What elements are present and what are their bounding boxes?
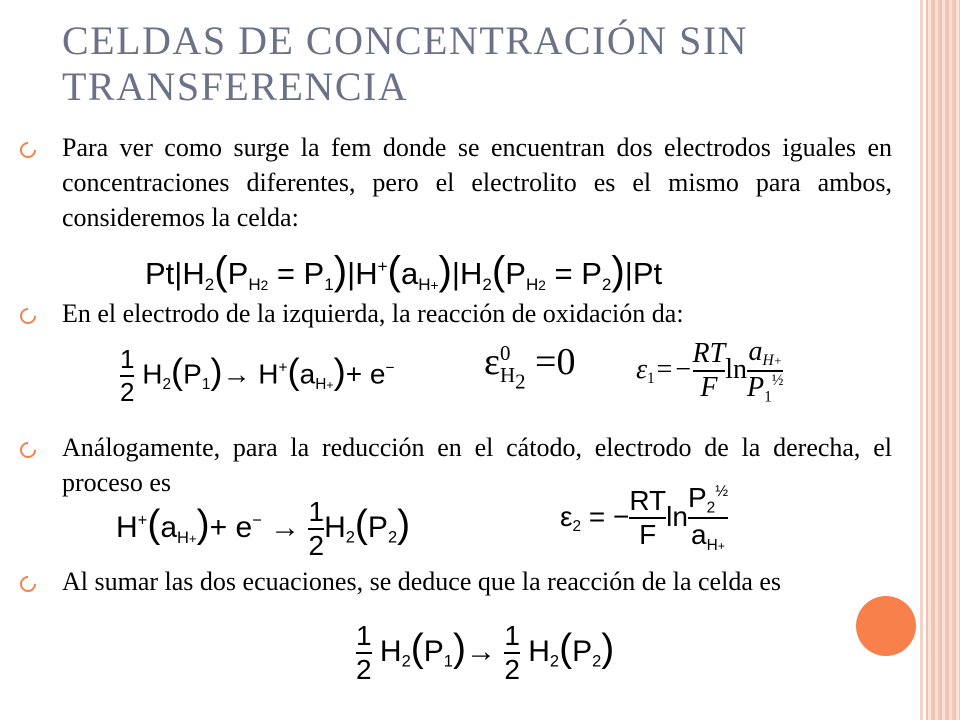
equation-overall: $\frac{1}{2}$ $H_2(P_1)\to$ $\frac{1}{2}$ $H_2(P_2)$ xyxy=(356,620,615,685)
equation-reduction: $H^+(a_{H+})+ e^-$ → $\frac{1}{2}$ $H_2(P_2)$ xyxy=(116,496,411,561)
bullet-icon xyxy=(17,305,40,328)
bullet-icon xyxy=(17,573,40,596)
equation-cell-notation: $Pt|H_2(P_{H2} = P_1)|H^+(a_{H+})|H_2(P_{H2} = P_2)|Pt$ xyxy=(145,248,663,294)
equation-oxidation: $\frac{1}{2}$ $H_2(P_1)\to H^+(a_{H+})+ e^-$ xyxy=(120,344,395,407)
bullet-text-4: Al sumar las dos ecuaciones, se deduce que la reacción de la celda es xyxy=(62,567,782,596)
bullet-icon xyxy=(17,139,40,162)
equation-standard-potential: ε 0 H $_2$ =0 xyxy=(484,341,576,394)
equation-epsilon-1: $\varepsilon_1=-$ $\frac{RT}{F}$ ln $\frac{a_{H+}}{P_1^{\frac{1}{2}}}$ xyxy=(636,336,784,406)
equation-epsilon-2: $\varepsilon_2$ = − $\frac{RT}{F}$ ln $\frac{P_2^{\frac{1}{2}}}{a_{H+}}$ xyxy=(560,482,729,554)
bullet-icon xyxy=(17,439,40,462)
decorative-orange-circle xyxy=(856,596,916,656)
slide-title: CELDAS DE CONCENTRACIÓN SIN TRANSFERENCIA xyxy=(62,18,749,109)
bullet-text-2: En el electrodo de la izquierda, la reacción de oxidación da: xyxy=(62,299,684,328)
decorative-border-stripes xyxy=(926,0,960,720)
bullet-text-3: Análogamente, para la reducción en el cátodo, electrodo de la derecha, el proceso es xyxy=(62,433,892,497)
bullet-text-1: Para ver como surge la fem donde se encuentran dos electrodos iguales en concentraciones diferentes, pero el electrolito es el mismo para ambos, consideremos la celda: xyxy=(62,133,892,232)
decorative-border-line xyxy=(920,0,923,720)
